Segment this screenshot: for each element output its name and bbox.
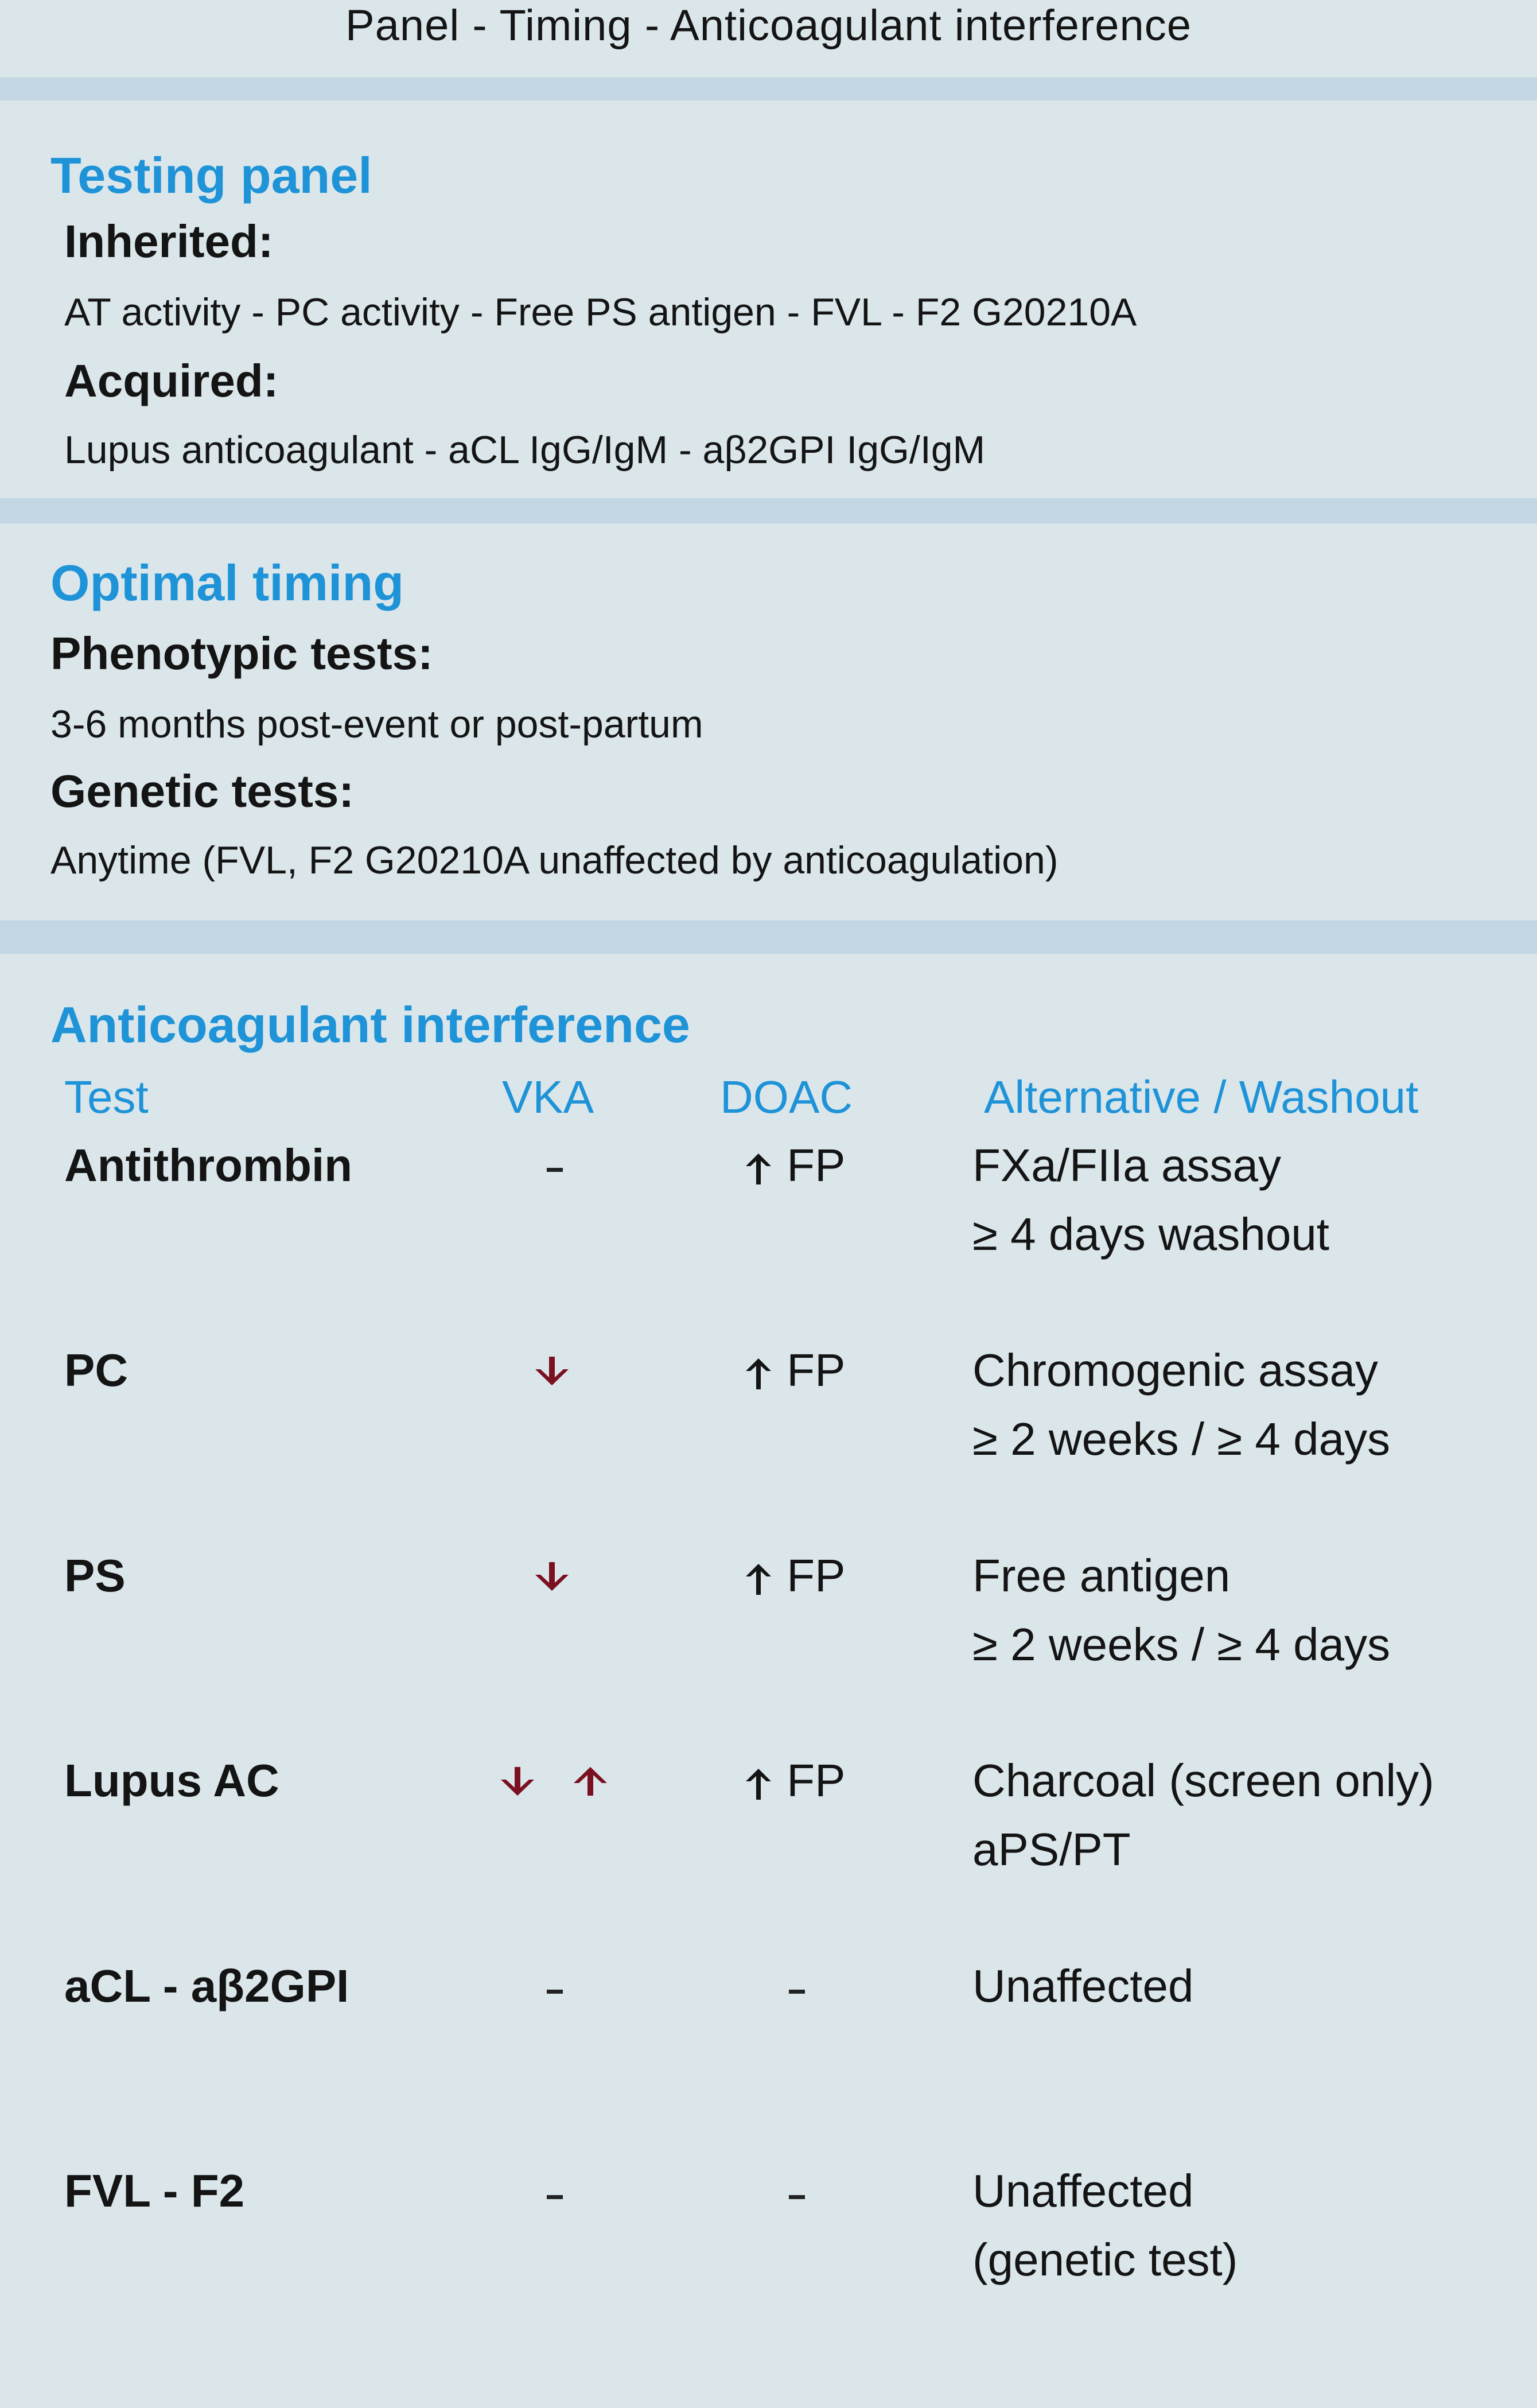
- doac-no-effect-dash: [789, 1990, 805, 1994]
- separator-band: [0, 77, 1537, 100]
- inherited-label: Inherited:: [64, 216, 274, 267]
- inherited-text: AT activity - PC activity - Free PS antigen - FVL - F2 G20210A: [64, 290, 1137, 334]
- alternative-line-2: ≥ 2 weeks / ≥ 4 days: [972, 1619, 1391, 1670]
- column-header-alternative: Alternative / Washout: [984, 1071, 1419, 1123]
- doac-cell: [743, 1344, 845, 1397]
- phenotypic-text: 3-6 months post-event or post-partum: [50, 702, 703, 746]
- alternative-line-1: Unaffected: [972, 1960, 1194, 2011]
- alternative-line-1: Chromogenic assay: [972, 1345, 1378, 1396]
- doac-false-positive: FP: [787, 1345, 846, 1396]
- doac-false-positive: FP: [787, 1140, 846, 1191]
- row-test-name: Antithrombin: [64, 1140, 353, 1191]
- column-header-vka: VKA: [502, 1071, 594, 1123]
- acquired-label: Acquired:: [64, 355, 279, 406]
- row-test-name: aCL - aβ2GPI: [64, 1960, 349, 2011]
- up-arrow-icon: [569, 1765, 612, 1801]
- separator-band: [0, 921, 1537, 954]
- alternative-line-1: Unaffected: [972, 2165, 1194, 2216]
- column-header-doac: DOAC: [720, 1071, 853, 1123]
- alternative-line-1: FXa/FIIa assay: [972, 1140, 1281, 1191]
- column-header-test: Test: [64, 1071, 149, 1123]
- phenotypic-label: Phenotypic tests:: [50, 628, 433, 679]
- doac-cell: [743, 1549, 845, 1602]
- genetic-text: Anytime (FVL, F2 G20210A unaffected by anticoagulation): [50, 838, 1059, 882]
- down-arrow-icon: [496, 1765, 539, 1801]
- doac-false-positive: FP: [787, 1755, 846, 1806]
- up-arrow-icon: [743, 1562, 774, 1597]
- row-test-name: PC: [64, 1345, 129, 1396]
- alternative-line-1: Free antigen: [972, 1550, 1231, 1601]
- vka-no-effect-dash: [547, 1168, 563, 1172]
- section-heading-anticoagulant-interference: Anticoagulant interference: [50, 996, 690, 1053]
- section-heading-optimal-timing: Optimal timing: [50, 554, 404, 611]
- doac-false-positive: FP: [787, 1550, 846, 1601]
- down-arrow-icon: [531, 1354, 573, 1391]
- alternative-line-1: Charcoal (screen only): [972, 1755, 1434, 1806]
- down-arrow-icon: [531, 1560, 573, 1596]
- alternative-line-2: ≥ 2 weeks / ≥ 4 days: [972, 1413, 1391, 1465]
- section-heading-testing-panel: Testing panel: [50, 147, 372, 204]
- alternative-line-2: aPS/PT: [972, 1824, 1131, 1875]
- acquired-text: Lupus anticoagulant - aCL IgG/IgM - aβ2GPI IgG/IgM: [64, 428, 986, 472]
- doac-cell: [743, 1139, 845, 1192]
- doac-cell: [743, 1754, 845, 1807]
- row-test-name: Lupus AC: [64, 1755, 279, 1806]
- up-arrow-icon: [743, 1151, 774, 1187]
- up-arrow-icon: [743, 1356, 774, 1392]
- vka-no-effect-dash: [547, 2195, 563, 2199]
- row-test-name: FVL - F2: [64, 2165, 245, 2216]
- doac-no-effect-dash: [789, 2195, 805, 2199]
- separator-band: [0, 498, 1537, 523]
- page-title: Panel - Timing - Anticoagulant interference: [345, 1, 1192, 50]
- alternative-line-2: ≥ 4 days washout: [972, 1209, 1330, 1260]
- vka-no-effect-dash: [547, 1990, 563, 1994]
- genetic-label: Genetic tests:: [50, 766, 355, 817]
- alternative-line-2: (genetic test): [972, 2234, 1238, 2285]
- row-test-name: PS: [64, 1550, 126, 1601]
- up-arrow-icon: [743, 1766, 774, 1802]
